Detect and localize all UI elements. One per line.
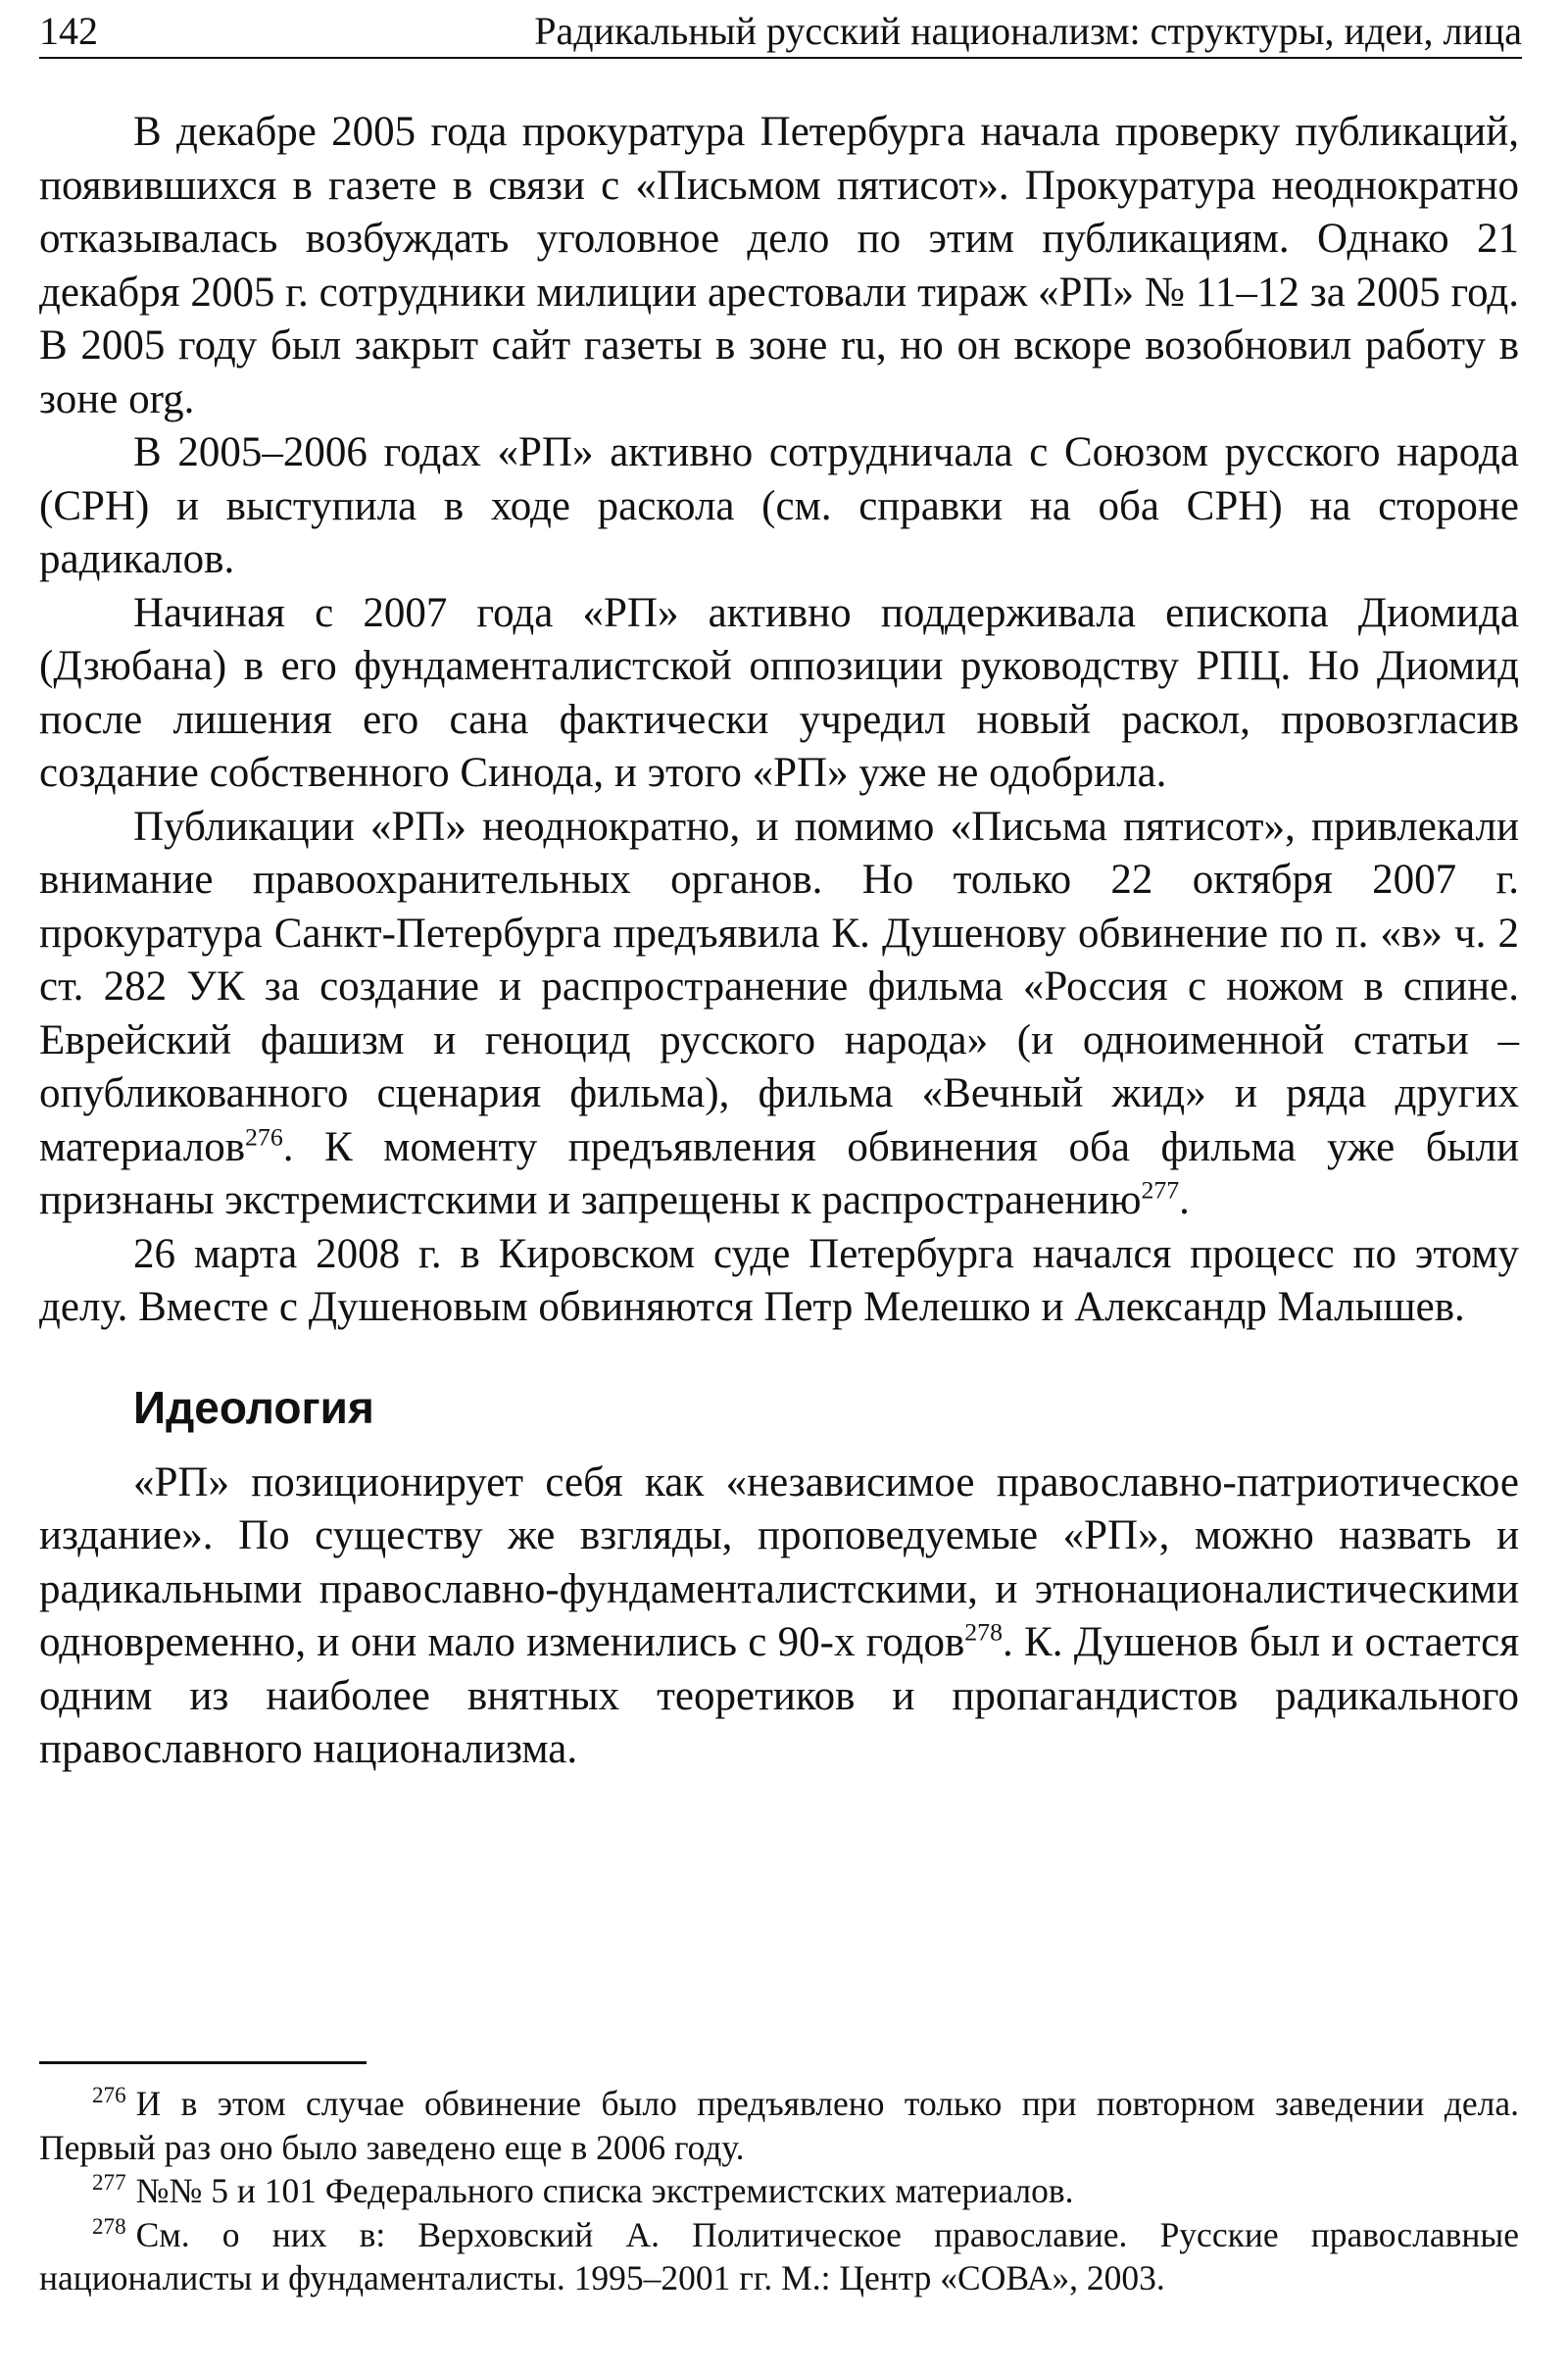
running-header <box>39 6 1522 59</box>
footnote-ref-276[interactable]: 276 <box>245 1122 283 1152</box>
paragraph <box>39 426 1519 587</box>
footnote <box>39 2082 1519 2169</box>
section-heading: Идеология <box>133 1381 374 1433</box>
paragraph-text: Публикации «РП» неоднократно, и помимо «Письма пятисот», привлекали внимание правоохранительных органов. Но только 22 октября 2007 г. прокуратура Санкт-Петербурга предъявила К. Душенову обвинение по п. «в» ч. 2 ст. 282 УК за создание и распространение фильма «Россия с ножом в спине. Еврейский фашизм и геноцид русского народа» (и одноименной статьи – опубликованного сценария фильма), фильма «Вечный жид» и ряда других материалов <box>39 803 1519 1170</box>
paragraph-text: . К моменту предъявления обвинения оба фильма уже были признаны экстремистскими и запрещены к распространению <box>39 1123 1519 1223</box>
paragraph <box>39 801 1519 1228</box>
paragraph-text: В 2005–2006 годах «РП» активно сотрудничала с Союзом русского народа (СРН) и выступила в ходе раскола (см. справки на оба СРН) на стороне радикалов. <box>39 429 1519 582</box>
paragraph <box>39 1228 1519 1335</box>
footnote-text: См. о них в: Верховский А. Политическое православие. Русские православные националисты и фундаменталисты. 1995–2001 гг. М.: Центр «СОВА», 2003. <box>39 2214 1519 2297</box>
paragraph-text: Начиная с 2007 года «РП» активно поддерживала епископа Диомида (Дзюбана) в его фундаменталистской оппозиции руководству РПЦ. Но Диомид после лишения его сана фактически учредил новый раскол, провозгласив создание собственного Синода, и этого «РП» уже не одобрила. <box>39 589 1519 796</box>
footnote-number: 278 <box>92 2212 126 2239</box>
page-number: 142 <box>39 9 98 53</box>
footnote-number: 277 <box>92 2169 126 2196</box>
paragraph <box>39 1457 1519 1777</box>
footnote-divider <box>39 2061 367 2064</box>
footnote-text: И в этом случае обвинение было предъявлено только при повторном заведении дела. Первый раз оно было заведено еще в 2006 году. <box>39 2084 1519 2167</box>
footnote <box>39 2213 1519 2300</box>
paragraph <box>39 587 1519 801</box>
footnote-text: №№ 5 и 101 Федерального списка экстремистских материалов. <box>135 2171 1074 2210</box>
running-title: Радикальный русский национализм: структуры, идеи, лица <box>534 9 1522 53</box>
paragraph-text: «РП» позиционирует себя как «независимое православно-патриотическое издание». По существу же взгляды, проповедуемые «РП», можно назвать и радикальными православно-фундаменталистскими, и этнонационалистическими одновременно, и они мало изменились с 90-х годов <box>39 1458 1519 1665</box>
footnotes <box>39 2061 1519 2300</box>
footnote-number: 276 <box>92 2082 126 2108</box>
paragraph-text: . К. Душенов был и остается одним из наиболее внятных теоретиков и пропагандистов радикального православного национализма. <box>39 1619 1519 1772</box>
paragraph <box>39 106 1519 426</box>
footnote <box>39 2169 1519 2213</box>
paragraph-text: В декабре 2005 года прокуратура Петербурга начала проверку публикаций, появившихся в газете в связи с «Письмом пятисот». Прокуратура неоднократно отказывалась возбуждать уголовное дело по этим публикациям. Однако 21 декабря 2005 г. сотрудники милиции арестовали тираж «РП» № 11–12 за 2005 год. В 2005 году был закрыт сайт газеты в зоне ru, но он вскоре возобновил работу в зоне org. <box>39 109 1519 422</box>
body-text <box>39 106 1519 1777</box>
footnote-ref-278[interactable]: 278 <box>964 1617 1003 1647</box>
paragraph-text: 26 марта 2008 г. в Кировском суде Петербурга начался процесс по этому делу. Вместе с Душеновым обвиняются Петр Мелешко и Александр Малышев. <box>39 1230 1519 1330</box>
paragraph-text: . <box>1179 1177 1190 1223</box>
footnote-ref-277[interactable]: 277 <box>1141 1175 1180 1205</box>
